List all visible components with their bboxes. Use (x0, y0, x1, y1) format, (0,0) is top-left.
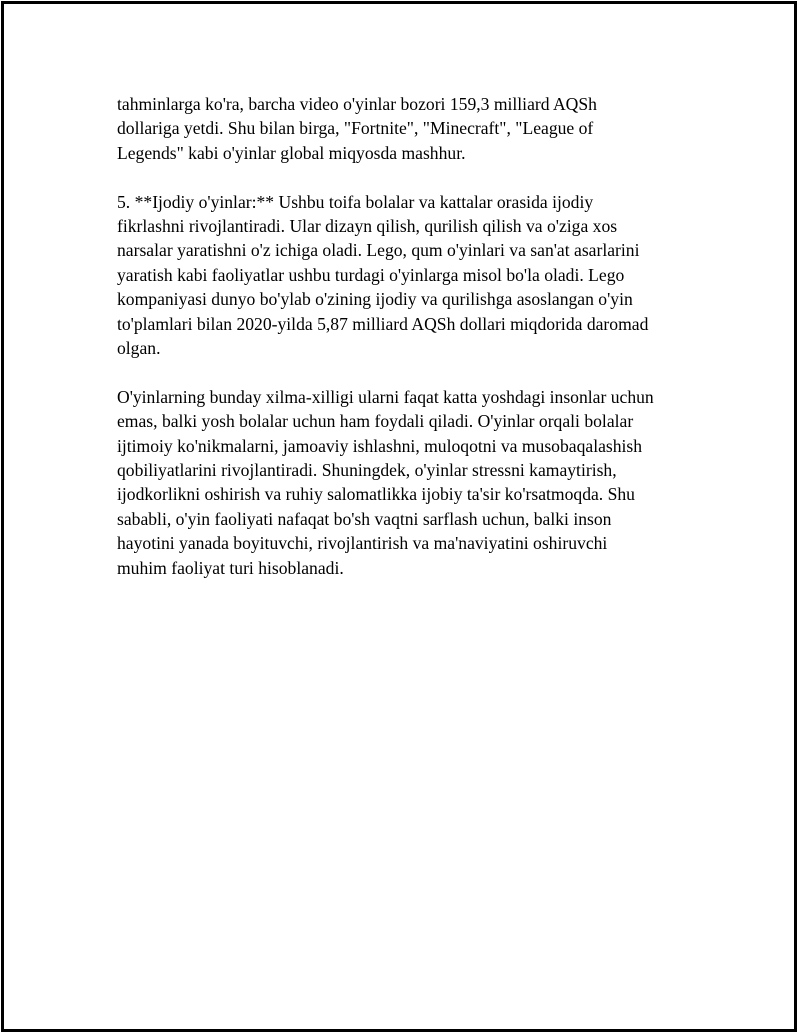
text-line: olgan. (117, 338, 161, 359)
paragraph-market-stats (117, 92, 697, 165)
text-line: ijodkorlikni oshirish va ruhiy salomatlikka ijobiy ta'sir ko'rsatmoqda. Shu (117, 484, 635, 505)
text-line: kompaniyasi dunyo bo'ylab o'zining ijodiy va qurilishga asoslangan o'yin (117, 289, 633, 310)
document-body (117, 92, 697, 604)
text-line: sababli, o'yin faoliyati nafaqat bo'sh vaqtni sarflash uchun, balki inson (117, 508, 612, 529)
text-line: dollariga yetdi. Shu bilan birga, "Fortnite", "Minecraft", "League of (117, 118, 594, 139)
text-line: 5. **Ijodiy o'yinlar:** Ushbu toifa bolalar va kattalar orasida ijodiy (117, 191, 594, 212)
text-line: tahminlarga ko'ra, barcha video o'yinlar bozori 159,3 milliard AQSh (117, 94, 597, 114)
text-line: hayotini yanada boyituvchi, rivojlantirish va ma'naviyatini oshiruvchi (117, 533, 608, 554)
text-line: ijtimoiy ko'nikmalarni, jamoaviy ishlashni, muloqotni va musobaqalashish (117, 435, 643, 456)
text-line: yaratish kabi faoliyatlar ushbu turdagi o'yinlarga misol bo'la oladi. Lego (117, 264, 625, 285)
text-line: fikrlashni rivojlantiradi. Ular dizayn qilish, qurilish qilish va o'ziga xos (117, 216, 618, 237)
paragraph-conclusion (117, 385, 697, 580)
text-line: qobiliyatlarini rivojlantiradi. Shuningdek, o'yinlar stressni kamaytirish, (117, 460, 617, 481)
text-line: Legends" kabi o'yinlar global miqyosda mashhur. (117, 142, 466, 163)
text-line: muhim faoliyat turi hisoblanadi. (117, 557, 344, 578)
text-line: to'plamlari bilan 2020-yilda 5,87 milliard AQSh dollari miqdorida daromad (117, 313, 649, 334)
paragraph-creative-games (117, 190, 697, 361)
text-line: emas, balki yosh bolalar uchun ham foydali qiladi. O'yinlar orqali bolalar (117, 411, 634, 432)
text-line: O'yinlarning bunday xilma-xilligi ularni faqat katta yoshdagi insonlar uchun (117, 386, 654, 407)
text-line: narsalar yaratishni o'z ichiga oladi. Lego, qum o'yinlari va san'at asarlarini (117, 240, 640, 261)
